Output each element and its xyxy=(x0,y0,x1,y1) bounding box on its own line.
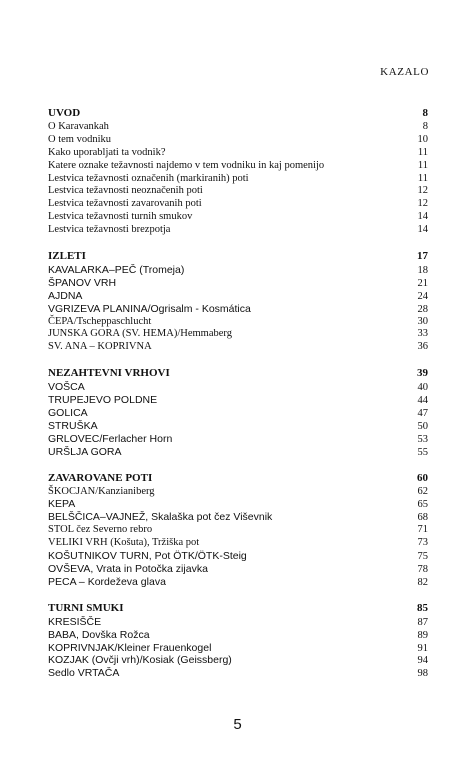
toc-entry-title: PECA – Kordeževa glava xyxy=(48,575,166,588)
toc-entry-title: VOŠCA xyxy=(48,381,85,394)
toc-entry-title: GRLOVEC/Ferlacher Horn xyxy=(48,432,173,445)
toc-entry xyxy=(48,394,428,407)
toc-entry-title: KRESIŠČE xyxy=(48,615,102,628)
toc-entry xyxy=(48,277,428,290)
toc-entry-page: 11 xyxy=(417,172,428,184)
toc-entry xyxy=(48,446,428,459)
toc-entry-page: 11 xyxy=(417,159,428,171)
toc-section xyxy=(48,249,428,354)
toc-entry-page: 33 xyxy=(417,328,428,340)
page-title: KAZALO xyxy=(380,66,429,78)
toc-entry-title: TRUPEJEVO POLDNE xyxy=(48,394,158,407)
toc-entry-title: KEPA xyxy=(48,498,76,511)
toc-entry-title: Sedlo VRTAČA xyxy=(48,667,120,680)
toc-entry-page: 65 xyxy=(417,499,428,511)
toc-entry-page: 28 xyxy=(417,303,428,315)
toc-entry-title: Lestvica težavnosti neoznačenih poti xyxy=(48,185,203,197)
toc-heading-text: IZLETI xyxy=(48,250,86,263)
toc-entry xyxy=(48,576,428,589)
toc-entry-title: STRUŠKA xyxy=(48,419,98,432)
toc-entry xyxy=(48,524,428,537)
toc-entry-title: KOŠUTNIKOV TURN, Pot ÖTK/ÖTK-Steig xyxy=(48,550,247,563)
toc-entry-page: 21 xyxy=(417,277,428,289)
toc-heading-page: 39 xyxy=(417,367,428,380)
toc-entry-page: 91 xyxy=(417,642,428,654)
toc-entry-page: 75 xyxy=(417,551,428,563)
toc-heading-page: 8 xyxy=(422,107,428,119)
toc-entry-page: 98 xyxy=(417,668,428,680)
page-number: 5 xyxy=(233,716,242,733)
toc-entry xyxy=(48,654,428,667)
toc-entry xyxy=(48,303,428,316)
toc-entry-page: 62 xyxy=(417,485,428,497)
toc-section-heading xyxy=(48,471,428,486)
toc-section xyxy=(48,366,428,458)
toc-entry-page: 73 xyxy=(417,537,428,549)
table-of-contents xyxy=(48,106,428,692)
toc-entry-title: AJDNA xyxy=(48,289,83,302)
toc-entry xyxy=(48,420,428,433)
toc-entry-page: 87 xyxy=(417,616,428,628)
toc-entry-page: 94 xyxy=(417,655,428,667)
toc-entry-title: Lestvica težavnosti turnih smukov xyxy=(48,211,193,223)
toc-entry xyxy=(48,211,428,224)
toc-entry-page: 30 xyxy=(417,315,428,327)
toc-entry-page: 12 xyxy=(417,185,428,197)
toc-entry xyxy=(48,407,428,420)
toc-heading-page: 60 xyxy=(417,471,428,484)
toc-entry xyxy=(48,642,428,655)
toc-section-heading xyxy=(48,601,428,616)
toc-entry-page: 89 xyxy=(417,629,428,641)
toc-entry xyxy=(48,616,428,629)
toc-entry-title: O tem vodniku xyxy=(48,133,111,145)
toc-entry-page: 55 xyxy=(417,446,428,458)
toc-section xyxy=(48,471,428,589)
toc-entry xyxy=(48,550,428,563)
toc-entry-title: ŠPANOV VRH xyxy=(48,276,117,289)
toc-entry-page: 40 xyxy=(417,382,428,394)
toc-entry xyxy=(48,290,428,303)
toc-section xyxy=(48,106,428,237)
toc-entry-title: GOLICA xyxy=(48,407,88,420)
toc-entry xyxy=(48,328,428,341)
toc-entry xyxy=(48,160,428,173)
toc-entry-title: STOL čez Severno rebro xyxy=(48,524,153,536)
toc-heading-text: NEZAHTEVNI VRHOVI xyxy=(48,367,170,380)
toc-entry-title: Katere oznake težavnosti najdemo v tem vodniku in kaj pomenijo xyxy=(48,159,325,171)
toc-entry xyxy=(48,498,428,511)
toc-heading-page: 17 xyxy=(417,250,428,263)
toc-entry xyxy=(48,198,428,211)
toc-entry-title: O Karavankah xyxy=(48,121,109,132)
toc-entry-page: 44 xyxy=(417,395,428,407)
toc-entry-page: 14 xyxy=(417,211,428,223)
toc-entry-page: 10 xyxy=(417,133,428,145)
toc-entry xyxy=(48,134,428,147)
toc-entry-page: 71 xyxy=(417,524,428,536)
toc-entry-page: 12 xyxy=(417,198,428,210)
toc-section-heading xyxy=(48,106,428,121)
toc-entry-title: VELIKI VRH (Košuta), Tržiška pot xyxy=(48,537,200,549)
toc-entry-title: KAVALARKA–PEČ (Tromeja) xyxy=(48,264,185,277)
toc-entry xyxy=(48,147,428,160)
toc-entry-page: 14 xyxy=(417,224,428,236)
toc-entry xyxy=(48,264,428,277)
toc-entry-page: 11 xyxy=(417,146,428,158)
toc-entry xyxy=(48,486,428,499)
toc-entry-title: KOPRIVNJAK/Kleiner Frauenkogel xyxy=(48,641,212,654)
toc-entry-page: 24 xyxy=(417,290,428,302)
toc-entry-title: Kako uporabljati ta vodnik? xyxy=(48,146,166,158)
toc-entry xyxy=(48,341,428,354)
toc-entry xyxy=(48,563,428,576)
toc-section-heading xyxy=(48,249,428,264)
toc-entry-page: 53 xyxy=(417,433,428,445)
toc-entry xyxy=(48,316,428,329)
toc-section xyxy=(48,601,428,680)
toc-heading-text: UVOD xyxy=(48,107,81,119)
toc-entry-page: 8 xyxy=(422,121,428,132)
toc-entry xyxy=(48,537,428,550)
toc-entry-page: 82 xyxy=(417,576,428,588)
toc-entry xyxy=(48,121,428,134)
toc-entry-title: KOZJAK (Ovčji vrh)/Kosiak (Geissberg) xyxy=(48,654,232,667)
toc-entry xyxy=(48,433,428,446)
toc-entry-title: BABA, Dovška Rožca xyxy=(48,628,150,641)
toc-entry-page: 36 xyxy=(417,341,428,353)
toc-heading-text: TURNI SMUKI xyxy=(48,601,124,614)
toc-entry xyxy=(48,667,428,680)
toc-entry-title: BELŠČICA–VAJNEŽ, Skalaška pot čez Viševnik xyxy=(48,511,273,524)
toc-entry-title: ŠKOCJAN/Kanzianiberg xyxy=(48,485,155,497)
toc-entry xyxy=(48,511,428,524)
toc-heading-page: 85 xyxy=(417,601,428,614)
toc-entry-page: 47 xyxy=(417,408,428,420)
toc-entry-title: JUNSKA GORA (SV. HEMA)/Hemmaberg xyxy=(48,328,232,340)
toc-entry-page: 18 xyxy=(417,265,428,277)
toc-entry-title: SV. ANA – KOPRIVNA xyxy=(48,341,152,353)
toc-entry-title: ČEPA/Tscheppaschlucht xyxy=(48,315,152,327)
toc-entry-title: Lestvica težavnosti zavarovanih poti xyxy=(48,198,202,210)
toc-entry-title: Lestvica težavnosti označenih (markiranih) poti xyxy=(48,172,249,184)
toc-entry-title: URŠLJA GORA xyxy=(48,445,122,458)
toc-entry xyxy=(48,629,428,642)
toc-entry xyxy=(48,185,428,198)
toc-entry-page: 78 xyxy=(417,563,428,575)
toc-entry-title: OVŠEVA, Vrata in Potočka zijavka xyxy=(48,562,208,575)
toc-entry-title: VGRIZEVA PLANINA/Ogrisalm - Kosmática xyxy=(48,302,251,315)
toc-entry-title: Lestvica težavnosti brezpotja xyxy=(48,224,171,236)
toc-entry xyxy=(48,224,428,237)
toc-entry xyxy=(48,173,428,186)
toc-entry-page: 50 xyxy=(417,420,428,432)
toc-entry-page: 68 xyxy=(417,512,428,524)
toc-section-heading xyxy=(48,366,428,381)
toc-heading-text: ZAVAROVANE POTI xyxy=(48,471,153,484)
toc-entry xyxy=(48,381,428,394)
